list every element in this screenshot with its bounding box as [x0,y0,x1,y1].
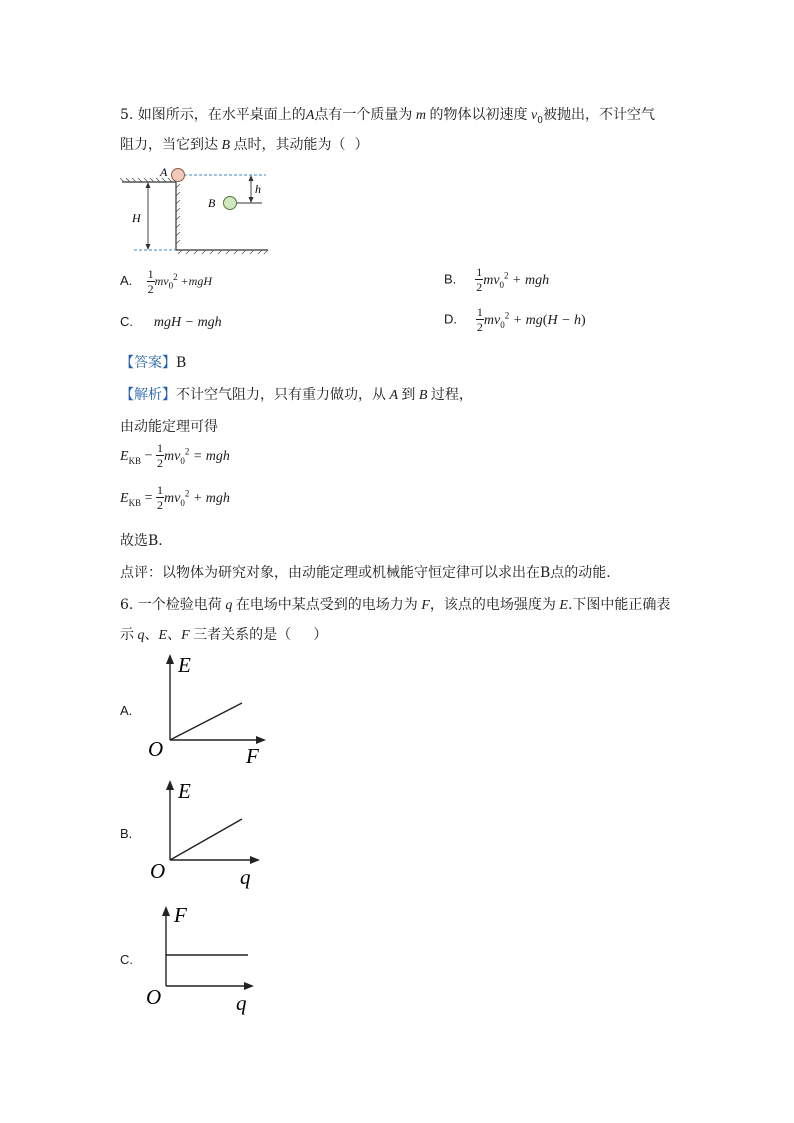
answer-value: B [176,355,187,371]
origin-label: O [150,859,166,883]
option-label: C. [120,314,133,329]
origin-label: O [146,985,162,1009]
q5-label-H: H [132,211,141,225]
q6-stem-line2: 示 q、E、F 三者关系的是（ ） [120,627,328,643]
q5-equation-1: $E_{KB}$ − $\frac{1}{2}$ $mv_0^2$ = mgh [120,441,230,470]
q6-option-a-graph[interactable] [146,650,276,768]
option-label: D. [444,311,457,327]
q5-stem-line2: 阻力，当它到达 B 点时，其动能为（ ） [120,137,369,153]
q6-stem-line1: 6. 一个检验电荷 q 在电场中某点受到的电场力为 F，该点的电场强度为 E.下图中能正确表 [120,597,671,613]
q6-option-b-graph[interactable] [146,774,276,892]
q5-comment: 点评：以物体为研究对象，由动能定理或机械能守恒定律可以求出在B点的动能． [120,565,621,581]
option-label: A. [120,273,133,288]
q5-option-c[interactable]: C. mgH − mgh [120,314,222,330]
q5-label-B: B [208,196,216,210]
q5-analysis-line1: 【解析】不计空气阻力，只有重力做功，从 A 到 B 过程， [120,387,473,403]
origin-label: O [148,737,164,761]
q5-option-a[interactable]: A. $\frac{1}{2}$ $mv_0^2 +mgH$ [120,267,213,296]
axis-x-label: F [246,744,259,768]
ball-a [172,169,185,182]
axis-x-label: q [240,865,251,889]
q6-option-c-label[interactable]: C. [120,952,133,967]
axis-y-label: F [174,903,187,927]
q5-stem-line1: 5. 如图所示，在水平桌面上的A点有一个质量为 m 的物体以初速度 $v_0$被抛出，不计空气 [120,107,655,126]
q6-option-a-label[interactable]: A. [120,703,133,718]
q6-option-c-graph[interactable] [140,900,270,1018]
ball-b [224,197,237,210]
option-label: B. [444,271,457,287]
q5-answer [120,352,186,372]
q5-option-b[interactable]: B. $\frac{1}{2}$ $mv_0^2$ + mgh [444,265,550,294]
q5-figure [118,162,278,260]
axis-x-label: q [236,991,247,1015]
q5-option-d[interactable]: D. $\frac{1}{2}$ $mv_0^2 + mg(H - h)$ [444,305,586,334]
q5-conclusion: 故选B． [120,533,173,549]
q5-equation-2: $E_{KB}$ = $\frac{1}{2}$ $mv_0^2$ + mgh [120,483,230,512]
axis-y-label: E [178,779,191,803]
q5-analysis-line2: 由动能定理可得 [120,419,218,435]
answer-tag: 【答案】 [120,355,176,371]
q5-label-h: h [255,182,261,196]
q5-label-A: A [160,165,168,179]
axis-y-label: E [178,653,191,677]
q6-option-b-label[interactable]: B. [120,826,133,841]
